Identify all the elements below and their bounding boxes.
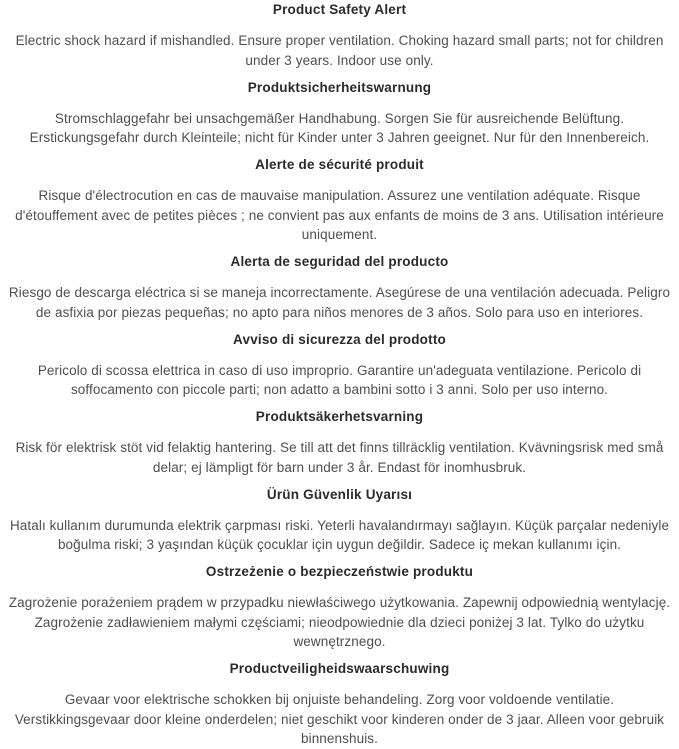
section-heading-fr: Alerte de sécurité produit (255, 157, 424, 172)
section-heading-en: Product Safety Alert (272, 2, 407, 17)
section-heading-it: Avviso di sicurezza del prodotto (233, 331, 446, 347)
section-body-nl: Gevaar voor elektrische schokken bij onjuiste behandeling. Zorg voor voldoende ventilatie. Verstikkingsgevaar door kleine onderdelen; niet geschikt voor kinderen onder de 3 jaar. Alleen voor gebruik binnenshuis. (14, 692, 665, 746)
section-safety-alert-es (6, 254, 673, 322)
section-body-it: Pericolo di scossa elettrica in caso di uso improprio. Garantire un'adeguata ventilazione. Pericolo di soffocamento con piccole parti; non adatto a bambini sotto i 3 anni. Solo per uso interno. (37, 362, 642, 397)
section-safety-alert-fr (6, 157, 673, 245)
section-safety-alert-nl (6, 661, 673, 749)
section-heading-de: Produktsicherheitswarnung (247, 79, 432, 95)
section-safety-alert-pl (6, 564, 673, 652)
section-safety-alert-tr (6, 487, 673, 555)
section-body-de: Stromschlaggefahr bei unsachgemäßer Handhabung. Sorgen Sie für ausreichende Belüftung. Erstickungsgefahr durch Kleinteile; nicht für Kinder unter 3 Jahren geeignet. Nur für den Innenbereich. (29, 110, 650, 145)
section-body-en: Electric shock hazard if mishandled. Ensure proper ventilation. Choking hazard small parts; not for children under 3 years. Indoor use only. (15, 33, 664, 68)
section-body-sv: Risk för elektrisk stöt vid felaktig hantering. Se till att det finns tillräcklig ventilation. Kvävningsrisk med små delar; ej lämpligt för barn under 3 år. Endast för inomhusbruk. (15, 440, 664, 475)
section-body-pl: Zagrożenie porażeniem prądem w przypadku niewłaściwego użytkowania. Zapewnij odpowiednią wentylację. Zagrożenie zadławieniem małymi częściami; nieodpowiednie dla dzieci poniżej 3 lat. Tylko do użytku wewnętrznego. (8, 595, 671, 649)
section-heading-pl: Ostrzeżenie o bezpieczeństwie produktu (205, 564, 474, 579)
section-safety-alert-it (6, 332, 673, 400)
section-heading-es: Alerta de seguridad del producto (230, 254, 449, 269)
section-safety-alert-en (6, 2, 673, 70)
section-heading-tr: Ürün Güvenlik Uyarısı (266, 486, 413, 502)
section-heading-sv: Produktsäkerhetsvarning (255, 409, 424, 424)
section-safety-alert-de (6, 80, 673, 148)
section-heading-nl: Productveiligheidswaarschuwing (229, 661, 450, 676)
section-safety-alert-sv (6, 409, 673, 477)
section-body-tr: Hatalı kullanım durumunda elektrik çarpması riski. Yeterli havalandırmayı sağlayın. Küçük parçalar nedeniyle boğulma riski; 3 yaşından küçük çocuklar için uygun değildir. Sadece iç mekan kullanımı için. (9, 517, 670, 552)
section-body-fr: Risque d'électrocution en cas de mauvaise manipulation. Assurez une ventilation adéquate. Risque d'étouffement avec de petites pièces ; ne convient pas aux enfants de moins de 3 ans. Utilisation intérieure uniquement. (15, 188, 664, 242)
section-body-es: Riesgo de descarga eléctrica si se maneja incorrectamente. Asegúrese de una ventilación adecuada. Peligro de asfixia por piezas pequeñas; no apto para niños menores de 3 años. Solo para uso en interiores. (8, 285, 671, 320)
